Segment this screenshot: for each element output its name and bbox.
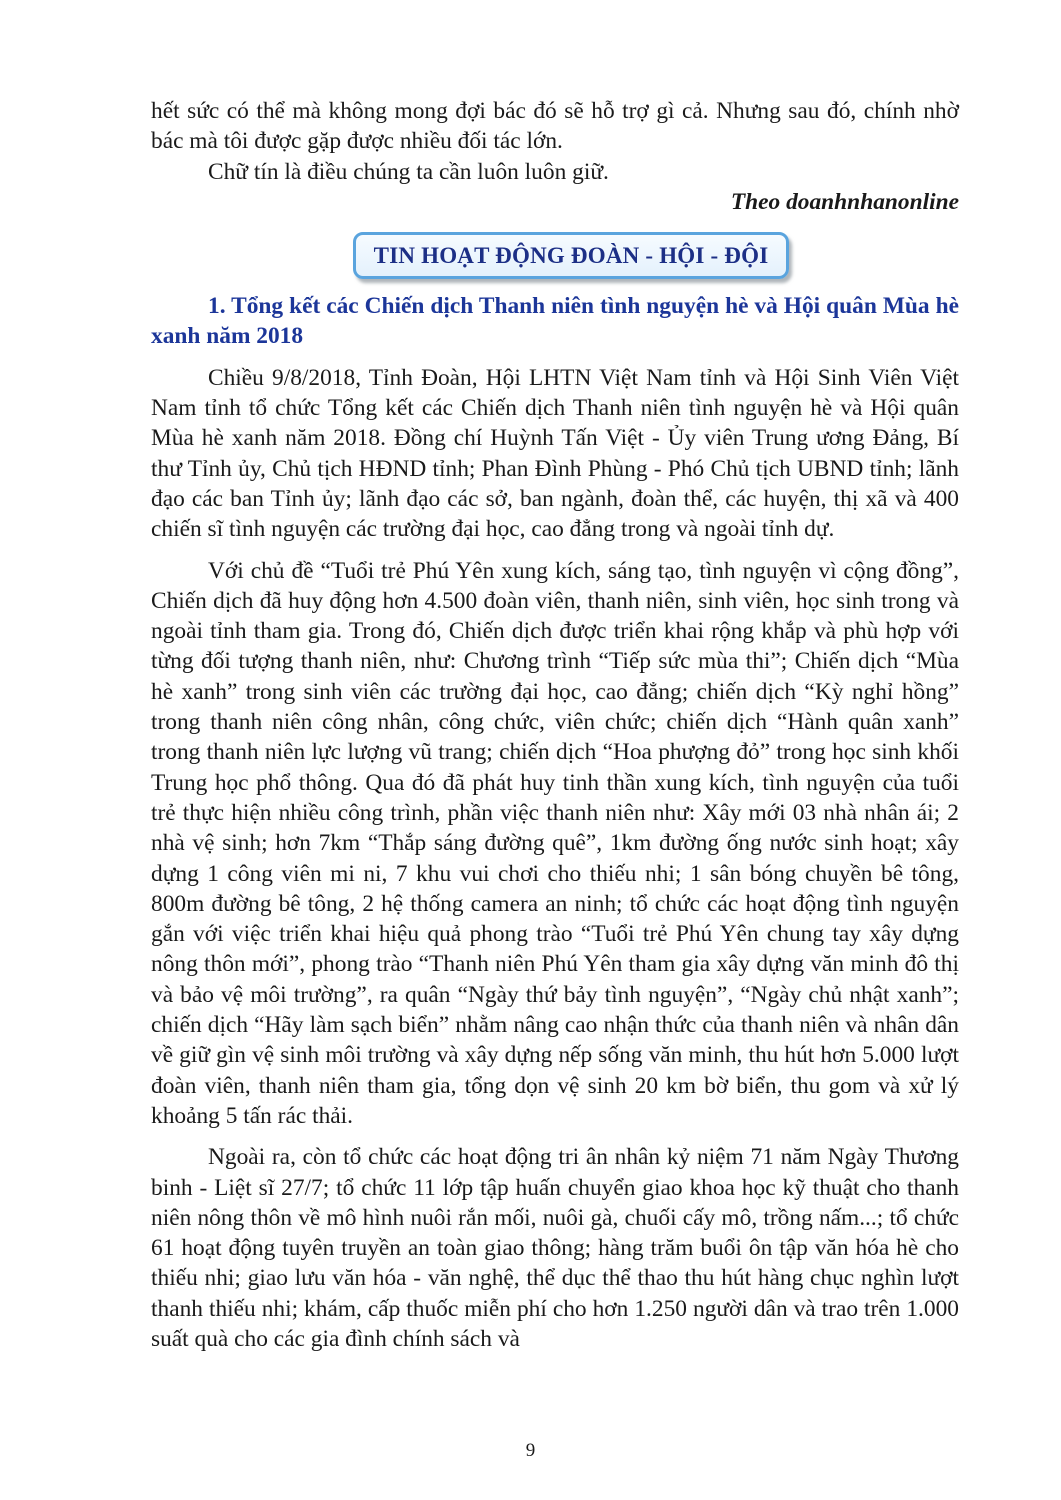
document-page: [151, 96, 959, 1354]
page-number: 9: [525, 1440, 536, 1461]
intro-paragraph: hết sức có thể mà không mong đợi bác đó sẽ hỗ trợ gì cả. Nhưng sau đó, chính nhờ bác mà tôi được gặp được nhiều đối tác lớn.: [151, 98, 959, 155]
article-paragraph: Ngoài ra, còn tổ chức các hoạt động tri ân nhân kỷ niệm 71 năm Ngày Thương binh - Liệt sĩ 27/7; tổ chức 11 lớp tập huấn chuyển giao khoa học kỹ thuật cho thanh niên nông thôn về mô hình nuôi rắn mối, nuôi gà, chuối cấy mô, trồng nấm...; tổ chức 61 hoạt động tuyên truyền an toàn giao thông; hàng trăm buổi ôn tập văn hóa hè cho thiếu nhi; giao lưu văn hóa - văn nghệ, thể dục thể thao thu hút hàng chục nghìn lượt thanh thiếu nhi; khám, cấp thuốc miễn phí cho hơn 1.250 người dân và trao trên 1.000 suất quà cho các gia đình chính sách và: [151, 1144, 959, 1352]
article-paragraph: Chiều 9/8/2018, Tỉnh Đoàn, Hội LHTN Việt Nam tỉnh và Hội Sinh Viên Việt Nam tỉnh tổ chức Tổng kết các Chiến dịch Thanh niên tình nguyện hè và Hội quân Mùa hè xanh năm 2018. Đồng chí Huỳnh Tấn Việt - Ủy viên Trung ương Đảng, Bí thư Tỉnh ủy, Chủ tịch HĐND tỉnh; Phan Đình Phùng - Phó Chủ tịch UBND tỉnh; lãnh đạo các ban Tỉnh ủy; lãnh đạo các sở, ban ngành, đoàn thể, các huyện, thị xã và 400 chiến sĩ tình nguyện các trường đại học, cao đẳng trong và ngoài tỉnh dự.: [151, 364, 959, 543]
moral-sentence: Chữ tín là điều chúng ta cần luôn luôn giữ.: [208, 158, 609, 185]
source-attribution: Theo doanhnhanonline: [730, 188, 959, 215]
article-paragraph: Với chủ đề “Tuổi trẻ Phú Yên xung kích, sáng tạo, tình nguyện vì cộng đồng”, Chiến dịch đã huy động hơn 4.500 đoàn viên, thanh niên, sinh viên, học sinh trong và ngoài tỉnh tham gia. Trong đó, Chiến dịch được triển khai rộng khắp và phù hợp với từng đối tượng thanh niên, như: Chương trình “Tiếp sức mùa thi”; Chiến dịch “Mùa hè xanh” trong sinh viên các trường đại học, cao đẳng; chiến dịch “Kỳ nghỉ hồng” trong thanh niên công nhân, công chức, viên chức; chiến dịch “Hành quân xanh” trong thanh niên lực lượng vũ trang; chiến dịch “Hoa phượng đỏ” trong học sinh khối Trung học phổ thông. Qua đó đã phát huy tinh thần xung kích, tình nguyện của tuổi trẻ thực hiện nhiều công trình, phần việc thanh niên như: Xây mới 03 nhà nhân ái; 2 nhà vệ sinh; hơn 7km “Thắp sáng đường quê”, 1km đường ống nước sinh hoạt; xây dựng 1 công viên mi ni, 7 khu vui chơi cho thiếu nhi; 1 sân bóng chuyền bê tông, 800m đường bê tông, 2 hệ thống camera an ninh; tổ chức các hoạt động tình nguyện gắn với việc triển khai hiệu quả phong trào “Tuổi trẻ Phú Yên chung tay xây dựng nông thôn mới”, phong trào “Thanh niên Phú Yên tham gia xây dựng văn minh đô thị và bảo vệ môi trường”, ra quân “Ngày thứ bảy tình nguyện”, “Ngày chủ nhật xanh”; chiến dịch “Hãy làm sạch biển” nhằm nâng cao nhận thức của thanh niên và nhân dân về giữ gìn vệ sinh môi trường và xây dựng nếp sống văn minh, thu hút hơn 5.000 lượt đoàn viên, thanh niên tham gia, tổng dọn vệ sinh 20 km bờ biển, thu gom và xử lý khoảng 5 tấn rác thải.: [151, 557, 959, 1129]
section-banner-container: [151, 232, 959, 279]
article-heading: 1. Tổng kết các Chiến dịch Thanh niên tình nguyện hè và Hội quân Mùa hè xanh năm 2018: [151, 293, 959, 350]
section-banner: TIN HOẠT ĐỘNG ĐOÀN - HỘI - ĐỘI: [353, 232, 790, 279]
